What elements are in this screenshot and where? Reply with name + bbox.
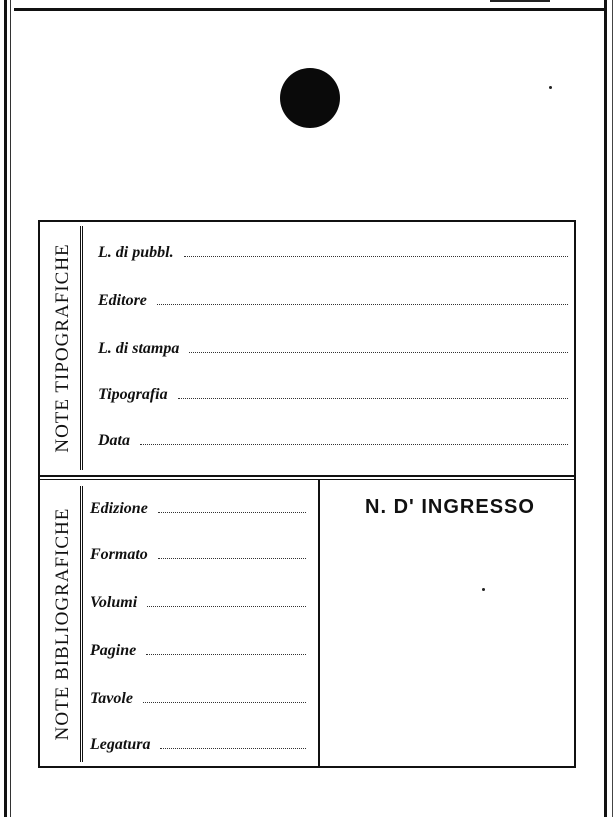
- ingresso-heading: N. D' INGRESSO: [365, 496, 535, 518]
- field-label: Tipografia: [98, 386, 168, 403]
- field-edizione[interactable]: [90, 500, 306, 518]
- top-border-line: [14, 8, 604, 11]
- field-label: Editore: [98, 292, 147, 309]
- top-edge-mark: [490, 0, 550, 2]
- dotted-entry-line[interactable]: [184, 255, 568, 257]
- tipografiche-heading: NOTE TIPOGRAFICHE: [52, 243, 73, 453]
- field-luogo-stampa[interactable]: [98, 340, 568, 358]
- field-volumi[interactable]: [90, 594, 306, 612]
- field-luogo-pubblicazione[interactable]: [98, 244, 568, 262]
- section-divider: [40, 475, 574, 480]
- field-label: L. di stampa: [98, 340, 180, 357]
- dotted-entry-line[interactable]: [140, 443, 568, 445]
- punch-hole: [280, 68, 340, 128]
- right-border-line: [604, 0, 607, 817]
- field-data[interactable]: [98, 432, 568, 450]
- field-editore[interactable]: [98, 292, 568, 310]
- field-tipografia[interactable]: [98, 386, 568, 404]
- field-pagine[interactable]: [90, 642, 306, 660]
- field-tavole[interactable]: [90, 690, 306, 708]
- left-border-line: [4, 0, 7, 817]
- bibliografiche-heading: NOTE BIBLIOGRAFICHE: [52, 507, 73, 741]
- field-label: Legatura: [90, 736, 151, 753]
- field-label: Data: [98, 432, 130, 449]
- field-label: Volumi: [90, 594, 138, 611]
- field-legatura[interactable]: [90, 736, 306, 754]
- dotted-entry-line[interactable]: [146, 653, 306, 655]
- ink-speck: [482, 588, 485, 591]
- left-border-line-inner: [10, 0, 11, 817]
- field-label: Pagine: [90, 642, 137, 659]
- field-label: Edizione: [90, 500, 148, 517]
- right-border-line-outer: [612, 0, 613, 817]
- dotted-entry-line[interactable]: [158, 511, 306, 513]
- field-label: Tavole: [90, 690, 133, 707]
- dotted-entry-line[interactable]: [178, 397, 568, 399]
- dotted-entry-line[interactable]: [157, 303, 568, 305]
- column-divider: [318, 480, 320, 766]
- field-label: L. di pubbl.: [98, 244, 174, 261]
- dotted-entry-line[interactable]: [147, 605, 306, 607]
- field-label: Formato: [90, 546, 148, 563]
- ink-speck: [549, 86, 552, 89]
- dotted-entry-line[interactable]: [143, 701, 306, 703]
- dotted-entry-line[interactable]: [189, 351, 568, 353]
- dotted-entry-line[interactable]: [160, 747, 306, 749]
- field-formato[interactable]: [90, 546, 306, 564]
- catalog-card-form: [38, 220, 576, 768]
- bibliografiche-side-strip: [46, 486, 83, 762]
- tipografiche-side-strip: [46, 226, 83, 470]
- dotted-entry-line[interactable]: [158, 557, 306, 559]
